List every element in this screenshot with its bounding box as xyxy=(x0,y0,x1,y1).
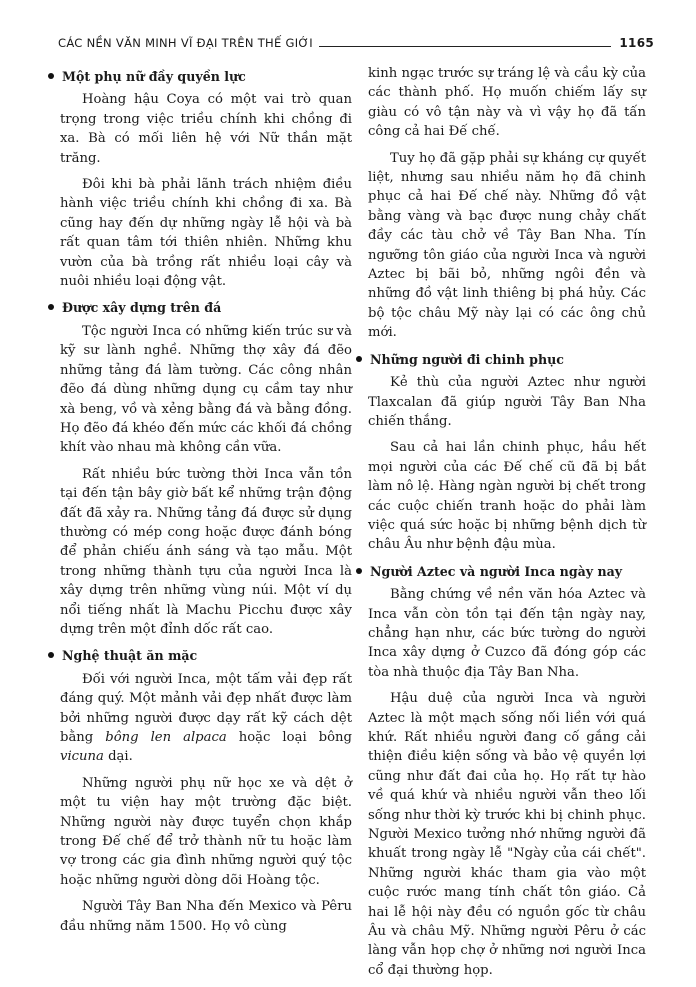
bullet-icon xyxy=(356,356,362,362)
bullet-icon xyxy=(356,568,362,574)
section-heading xyxy=(48,67,352,86)
right-column xyxy=(368,64,646,987)
section-heading-text: Được xây dựng trên đá xyxy=(62,300,222,316)
bullet-icon xyxy=(48,73,54,79)
paragraph: Rất nhiều bức tường thời Inca vẫn tồn tại đến tận bây giờ bất kể những trận động đất đã xảy ra. Những tảng đá được sử dụng thường có mép cong hoặc được đánh bóng để phản chiếu ánh sáng và tạo mẫu. Một trong những thành tựu của người Inca là xây dựng trên những vùng núi. Một ví dụ nổi tiếng nhất là Machu Picchu được xây dựng trên một đỉnh dốc rất cao. xyxy=(60,466,352,637)
section-heading xyxy=(48,298,352,317)
header-rule xyxy=(319,46,612,47)
section-heading xyxy=(356,562,646,581)
paragraph-text: dại. xyxy=(103,749,133,765)
bullet-icon xyxy=(48,304,54,310)
section-heading-text: Người Aztec và người Inca ngày nay xyxy=(370,563,623,579)
paragraph-text: hoặc loại bông xyxy=(226,730,352,745)
paragraph xyxy=(60,670,352,767)
paragraph: kinh ngạc trước sự tráng lệ và cầu kỳ của các thành phố. Họ muốn chiếm lấy sự giàu có vô tận này và vì vậy họ đã tấn công cả hai Đế chế. xyxy=(368,66,646,140)
section-heading-text: Nghệ thuật ăn mặc xyxy=(62,648,198,664)
paragraph: Bằng chứng về nền văn hóa Aztec và Inca vẫn còn tồn tại đến tận ngày nay, chẳng hạn như, các bức tường do người Inca xây dựng ở Cuzco đã đóng góp các tòa nhà thuộc địa Tây Ban Nha. xyxy=(368,587,646,680)
paragraph: Kẻ thù của người Aztec như người Tlaxcalan đã giúp người Tây Ban Nha chiến thắng. xyxy=(368,375,646,429)
paragraph: Tộc người Inca có những kiến trúc sư và kỹ sư lành nghề. Những thợ xây đá đẽo những tảng đá làm tường. Các công nhân đẽo đá dùng những dụng cụ cầm tay như xà beng, vồ và xẻng bằng đá và bằng đồng. Họ đẽo đá khéo đến mức các khối đá chồng khít vào nhau mà không cần vữa. xyxy=(60,323,352,456)
bullet-icon xyxy=(48,652,54,658)
paragraph: Đôi khi bà phải lãnh trách nhiệm điều hành việc triều chính khi chồng đi xa. Bà cũng hay đến dự những ngày lễ hội và bà rất quan tâm tới thiên nhiên. Những khu vườn của bà trồng rất nhiều loại cây và nuôi nhiều loại động vật. xyxy=(60,177,352,290)
page-header xyxy=(58,36,654,50)
paragraph: Những người phụ nữ học xe và dệt ở một tu viện hay một trường đặc biệt. Những người này được tuyển chọn khắp trong Đế chế để trở thành nữ tu hoặc làm vợ trong các gia đình những người quý tộc hoặc những người dòng dõi Hoàng tộc. xyxy=(60,775,352,888)
section-heading xyxy=(48,646,352,665)
section-heading xyxy=(356,350,646,369)
section-heading-text: Những người đi chinh phục xyxy=(370,351,564,367)
paragraph: Sau cả hai lần chinh phục, hầu hết mọi người của các Đế chế cũ đã bị bắt làm nô lệ. Hàng ngàn người bị chết trong các cuộc chiến tranh hoặc do phải làm việc quá sức hoặc bị những bệnh dịch từ châu Âu như bệnh đậu mùa. xyxy=(368,440,646,553)
page-number: 1165 xyxy=(619,36,654,50)
italic-term: bông len alpaca xyxy=(105,730,227,745)
section-heading-text: Một phụ nữ đầy quyền lực xyxy=(62,69,246,84)
italic-term: vicuna xyxy=(60,749,104,765)
running-title: CÁC NỀN VĂN MINH VĨ ĐẠI TRÊN THẾ GIỚI xyxy=(58,36,313,50)
paragraph-text: Đối với người Inca, một tấm vải đẹp rất đáng quý. Một mảnh vải đẹp nhất được làm bởi những người được dạy rất kỹ cách dệt bằng xyxy=(60,671,352,745)
left-column xyxy=(60,62,352,943)
paragraph: Hậu duệ của người Inca và người Aztec là một mạch sống nối liền với quá khứ. Rất nhiều người đang cố gắng cải thiện điều kiện sống và bảo vệ quyền lợi cũng như đất đai của họ. Họ rất tự hào về quá khứ và nhiều người vẫn theo lối sống như thời kỳ trước khi bị chinh phục. Người Mexico tưởng nhớ những người đã khuất trong ngày lễ "Ngày của cái chết". Những người khác tham gia vào một cuộc rước mang tính chất tôn giáo. Cả hai lễ hội này đều có nguồn gốc từ châu Âu và châu Mỹ. Những người Pêru ở các làng vẫn họp chợ ở những nơi người Inca cổ đại thường họp. xyxy=(368,691,646,978)
paragraph: Tuy họ đã gặp phải sự kháng cự quyết liệt, nhưng sau nhiều năm họ đã chinh phục cả hai Đế chế này. Những đồ vật bằng vàng và bạc được nung chảy chất đầy các tàu chở về Tây Ban Nha. Tín ngưỡng tôn giáo của người Inca và người Aztec bị bãi bỏ, những ngôi đền và những đồ vật linh thiêng bị phá hủy. Các bộ tộc châu Mỹ này lại có các ông chủ mới. xyxy=(368,150,646,341)
paragraph: Người Tây Ban Nha đến Mexico và Pêru đầu những năm 1500. Họ vô cùng xyxy=(60,899,352,934)
paragraph: Hoàng hậu Coya có một vai trò quan trọng trong việc triều chính khi chồng đi xa. Bà có mối liên hệ với Nữ thần mặt trăng. xyxy=(60,92,352,166)
